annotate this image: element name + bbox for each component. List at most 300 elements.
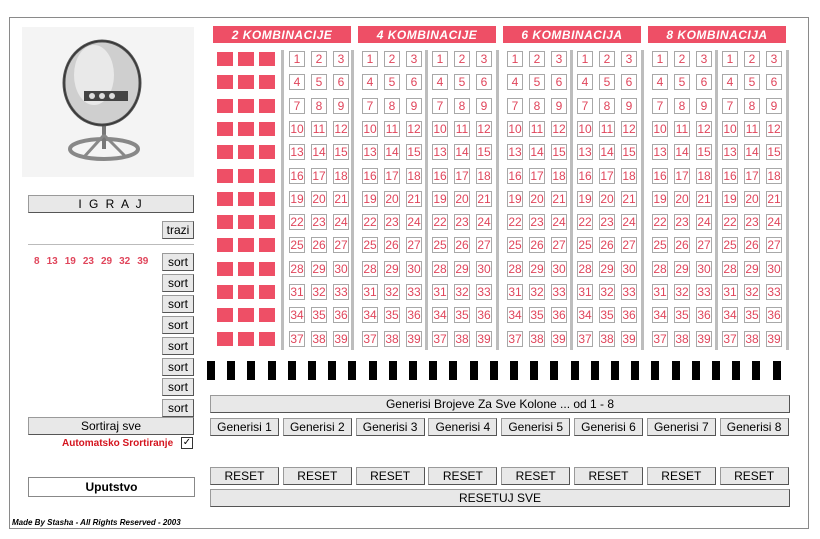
number-cell[interactable]: 12 [334, 121, 348, 136]
number-cell[interactable]: 12 [622, 121, 636, 136]
number-cell[interactable]: 18 [407, 168, 421, 183]
number-cell[interactable]: 28 [433, 261, 447, 276]
number-cell[interactable]: 10 [363, 121, 377, 136]
number-cell[interactable]: 16 [508, 168, 522, 183]
number-cell[interactable]: 17 [455, 168, 469, 183]
number-cell[interactable]: 6 [406, 74, 422, 90]
number-cell[interactable]: 35 [745, 308, 759, 323]
number-cell[interactable]: 9 [333, 98, 349, 114]
number-cell[interactable]: 10 [653, 121, 667, 136]
number-cell[interactable]: 18 [334, 168, 348, 183]
number-cell[interactable]: 17 [530, 168, 544, 183]
number-cell[interactable]: 37 [508, 331, 522, 346]
number-cell[interactable]: 5 [599, 74, 615, 90]
number-cell[interactable]: 4 [507, 74, 523, 90]
help-button[interactable]: Uputstvo [28, 477, 195, 497]
number-cell[interactable]: 31 [723, 285, 737, 299]
generate-button[interactable]: Generisi 4 [428, 418, 497, 436]
number-cell[interactable]: 25 [653, 238, 667, 253]
number-cell[interactable]: 3 [476, 51, 492, 67]
number-cell[interactable]: 29 [385, 261, 399, 276]
number-cell[interactable]: 21 [622, 191, 636, 206]
number-cell[interactable]: 27 [697, 238, 711, 253]
selected-marker[interactable] [238, 238, 254, 252]
sort-button[interactable]: sort [162, 253, 194, 271]
number-cell[interactable]: 25 [290, 238, 304, 253]
number-cell[interactable]: 38 [600, 331, 614, 346]
number-cell[interactable]: 32 [675, 285, 689, 299]
number-cell[interactable]: 30 [767, 261, 781, 276]
number-cell[interactable]: 27 [552, 238, 566, 253]
selected-marker[interactable] [217, 122, 233, 136]
number-cell[interactable]: 20 [530, 191, 544, 206]
number-cell[interactable]: 39 [697, 331, 711, 346]
number-cell[interactable]: 7 [507, 98, 523, 114]
number-cell[interactable]: 31 [363, 285, 377, 299]
number-cell[interactable]: 24 [552, 215, 566, 230]
number-cell[interactable]: 25 [363, 238, 377, 253]
number-cell[interactable]: 13 [363, 145, 377, 160]
selected-marker[interactable] [259, 122, 275, 136]
number-cell[interactable]: 14 [530, 145, 544, 160]
sort-button[interactable]: sort [162, 316, 194, 334]
number-cell[interactable]: 37 [723, 331, 737, 346]
number-cell[interactable]: 15 [622, 145, 636, 160]
number-cell[interactable]: 30 [697, 261, 711, 276]
reset-button[interactable]: RESET [647, 467, 716, 485]
number-cell[interactable]: 12 [767, 121, 781, 136]
number-cell[interactable]: 36 [407, 308, 421, 323]
number-cell[interactable]: 33 [767, 285, 781, 299]
number-cell[interactable]: 4 [577, 74, 593, 90]
number-cell[interactable]: 18 [767, 168, 781, 183]
selected-marker[interactable] [238, 332, 254, 346]
number-cell[interactable]: 5 [311, 74, 327, 90]
number-cell[interactable]: 9 [406, 98, 422, 114]
selected-marker[interactable] [259, 332, 275, 346]
number-cell[interactable]: 29 [455, 261, 469, 276]
number-cell[interactable]: 1 [722, 51, 738, 67]
number-cell[interactable]: 16 [433, 168, 447, 183]
number-cell[interactable]: 26 [385, 238, 399, 253]
number-cell[interactable]: 5 [454, 74, 470, 90]
number-cell[interactable]: 21 [477, 191, 491, 206]
number-cell[interactable]: 31 [508, 285, 522, 299]
number-cell[interactable]: 18 [622, 168, 636, 183]
number-cell[interactable]: 32 [600, 285, 614, 299]
generate-button[interactable]: Generisi 7 [647, 418, 716, 436]
selected-marker[interactable] [259, 215, 275, 229]
sort-button[interactable]: sort [162, 274, 194, 292]
number-cell[interactable]: 23 [385, 215, 399, 230]
number-cell[interactable]: 10 [433, 121, 447, 136]
number-cell[interactable]: 3 [696, 51, 712, 67]
number-cell[interactable]: 29 [675, 261, 689, 276]
number-cell[interactable]: 14 [600, 145, 614, 160]
selected-marker[interactable] [217, 285, 233, 299]
number-cell[interactable]: 4 [652, 74, 668, 90]
number-cell[interactable]: 20 [385, 191, 399, 206]
number-cell[interactable]: 36 [697, 308, 711, 323]
number-cell[interactable]: 12 [477, 121, 491, 136]
number-cell[interactable]: 8 [384, 98, 400, 114]
number-cell[interactable]: 19 [653, 191, 667, 206]
number-cell[interactable]: 11 [675, 121, 689, 136]
number-cell[interactable]: 26 [530, 238, 544, 253]
number-cell[interactable]: 22 [508, 215, 522, 230]
number-cell[interactable]: 20 [312, 191, 326, 206]
number-cell[interactable]: 15 [697, 145, 711, 160]
number-cell[interactable]: 3 [766, 51, 782, 67]
number-cell[interactable]: 20 [745, 191, 759, 206]
generate-button[interactable]: Generisi 5 [501, 418, 570, 436]
number-cell[interactable]: 22 [723, 215, 737, 230]
number-cell[interactable]: 34 [723, 308, 737, 323]
number-cell[interactable]: 25 [723, 238, 737, 253]
number-cell[interactable]: 10 [290, 121, 304, 136]
number-cell[interactable]: 15 [407, 145, 421, 160]
number-cell[interactable]: 23 [455, 215, 469, 230]
number-cell[interactable]: 21 [697, 191, 711, 206]
number-cell[interactable]: 36 [622, 308, 636, 323]
number-cell[interactable]: 6 [696, 74, 712, 90]
number-cell[interactable]: 27 [477, 238, 491, 253]
selected-marker[interactable] [217, 332, 233, 346]
number-cell[interactable]: 19 [578, 191, 592, 206]
selected-marker[interactable] [259, 192, 275, 206]
selected-marker[interactable] [259, 262, 275, 276]
number-cell[interactable]: 25 [578, 238, 592, 253]
reset-button[interactable]: RESET [356, 467, 425, 485]
number-cell[interactable]: 35 [312, 308, 326, 323]
number-cell[interactable]: 3 [406, 51, 422, 67]
number-cell[interactable]: 22 [363, 215, 377, 230]
reset-all-button[interactable]: RESETUJ SVE [210, 489, 790, 507]
number-cell[interactable]: 30 [334, 261, 348, 276]
number-cell[interactable]: 14 [312, 145, 326, 160]
number-cell[interactable]: 11 [312, 121, 326, 136]
number-cell[interactable]: 7 [577, 98, 593, 114]
number-cell[interactable]: 6 [621, 74, 637, 90]
auto-sort-checkbox[interactable]: ✓ [182, 437, 192, 448]
selected-marker[interactable] [238, 262, 254, 276]
number-cell[interactable]: 1 [362, 51, 378, 67]
reset-button[interactable]: RESET [283, 467, 352, 485]
number-cell[interactable]: 18 [552, 168, 566, 183]
selected-marker[interactable] [259, 285, 275, 299]
number-cell[interactable]: 39 [622, 331, 636, 346]
reset-button[interactable]: RESET [501, 467, 570, 485]
play-button[interactable]: I G R A J [28, 195, 194, 213]
number-cell[interactable]: 7 [432, 98, 448, 114]
selected-marker[interactable] [217, 262, 233, 276]
number-cell[interactable]: 9 [766, 98, 782, 114]
selected-marker[interactable] [238, 145, 254, 159]
selected-marker[interactable] [217, 192, 233, 206]
generate-all-button[interactable]: Generisi Brojeve Za Sve Kolone ... od 1 - 8 [210, 395, 790, 413]
number-cell[interactable]: 32 [745, 285, 759, 299]
number-cell[interactable]: 1 [432, 51, 448, 67]
number-cell[interactable]: 21 [552, 191, 566, 206]
number-cell[interactable]: 15 [477, 145, 491, 160]
number-cell[interactable]: 36 [334, 308, 348, 323]
number-cell[interactable]: 35 [385, 308, 399, 323]
number-cell[interactable]: 11 [600, 121, 614, 136]
number-cell[interactable]: 10 [508, 121, 522, 136]
generate-button[interactable]: Generisi 2 [283, 418, 352, 436]
number-cell[interactable]: 30 [552, 261, 566, 276]
number-cell[interactable]: 2 [529, 51, 545, 67]
number-cell[interactable]: 2 [311, 51, 327, 67]
selected-marker[interactable] [238, 285, 254, 299]
number-cell[interactable]: 32 [530, 285, 544, 299]
number-cell[interactable]: 19 [433, 191, 447, 206]
number-cell[interactable]: 32 [385, 285, 399, 299]
number-cell[interactable]: 8 [744, 98, 760, 114]
number-cell[interactable]: 12 [697, 121, 711, 136]
number-cell[interactable]: 29 [312, 261, 326, 276]
number-cell[interactable]: 39 [477, 331, 491, 346]
number-cell[interactable]: 13 [653, 145, 667, 160]
number-cell[interactable]: 21 [767, 191, 781, 206]
selected-marker[interactable] [259, 75, 275, 89]
number-cell[interactable]: 5 [674, 74, 690, 90]
selected-marker[interactable] [217, 99, 233, 113]
selected-marker[interactable] [259, 145, 275, 159]
selected-marker[interactable] [238, 99, 254, 113]
generate-button[interactable]: Generisi 1 [210, 418, 279, 436]
number-cell[interactable]: 28 [723, 261, 737, 276]
number-cell[interactable]: 26 [600, 238, 614, 253]
number-cell[interactable]: 34 [290, 308, 304, 323]
number-cell[interactable]: 33 [697, 285, 711, 299]
number-cell[interactable]: 16 [363, 168, 377, 183]
number-cell[interactable]: 18 [697, 168, 711, 183]
number-cell[interactable]: 27 [622, 238, 636, 253]
number-cell[interactable]: 16 [290, 168, 304, 183]
number-cell[interactable]: 38 [385, 331, 399, 346]
selected-marker[interactable] [217, 169, 233, 183]
number-cell[interactable]: 29 [745, 261, 759, 276]
number-cell[interactable]: 8 [454, 98, 470, 114]
number-cell[interactable]: 17 [675, 168, 689, 183]
number-cell[interactable]: 11 [745, 121, 759, 136]
number-cell[interactable]: 4 [362, 74, 378, 90]
number-cell[interactable]: 25 [508, 238, 522, 253]
number-cell[interactable]: 28 [653, 261, 667, 276]
number-cell[interactable]: 33 [334, 285, 348, 299]
number-cell[interactable]: 5 [529, 74, 545, 90]
number-cell[interactable]: 19 [723, 191, 737, 206]
number-cell[interactable]: 23 [530, 215, 544, 230]
selected-marker[interactable] [238, 192, 254, 206]
number-cell[interactable]: 11 [385, 121, 399, 136]
number-cell[interactable]: 6 [551, 74, 567, 90]
number-cell[interactable]: 28 [290, 261, 304, 276]
number-cell[interactable]: 17 [745, 168, 759, 183]
number-cell[interactable]: 38 [675, 331, 689, 346]
sort-button[interactable]: sort [162, 337, 194, 355]
number-cell[interactable]: 12 [407, 121, 421, 136]
number-cell[interactable]: 24 [407, 215, 421, 230]
number-cell[interactable]: 34 [653, 308, 667, 323]
number-cell[interactable]: 34 [508, 308, 522, 323]
number-cell[interactable]: 38 [745, 331, 759, 346]
generate-button[interactable]: Generisi 8 [720, 418, 789, 436]
number-cell[interactable]: 1 [652, 51, 668, 67]
number-cell[interactable]: 34 [578, 308, 592, 323]
number-cell[interactable]: 7 [362, 98, 378, 114]
number-cell[interactable]: 27 [767, 238, 781, 253]
number-cell[interactable]: 22 [578, 215, 592, 230]
number-cell[interactable]: 13 [723, 145, 737, 160]
number-cell[interactable]: 11 [530, 121, 544, 136]
number-cell[interactable]: 20 [455, 191, 469, 206]
number-cell[interactable]: 3 [621, 51, 637, 67]
number-cell[interactable]: 4 [432, 74, 448, 90]
number-cell[interactable]: 24 [697, 215, 711, 230]
number-cell[interactable]: 14 [385, 145, 399, 160]
number-cell[interactable]: 8 [674, 98, 690, 114]
sort-all-button[interactable]: Sortiraj sve [28, 417, 194, 435]
number-cell[interactable]: 14 [745, 145, 759, 160]
reset-button[interactable]: RESET [428, 467, 497, 485]
number-cell[interactable]: 13 [433, 145, 447, 160]
selected-marker[interactable] [217, 52, 233, 66]
number-cell[interactable]: 15 [552, 145, 566, 160]
number-cell[interactable]: 9 [696, 98, 712, 114]
number-cell[interactable]: 39 [552, 331, 566, 346]
number-cell[interactable]: 16 [723, 168, 737, 183]
number-cell[interactable]: 36 [767, 308, 781, 323]
number-cell[interactable]: 32 [312, 285, 326, 299]
number-cell[interactable]: 7 [289, 98, 305, 114]
number-cell[interactable]: 14 [455, 145, 469, 160]
number-cell[interactable]: 32 [455, 285, 469, 299]
number-cell[interactable]: 24 [477, 215, 491, 230]
number-cell[interactable]: 8 [529, 98, 545, 114]
number-cell[interactable]: 4 [289, 74, 305, 90]
number-cell[interactable]: 38 [312, 331, 326, 346]
number-cell[interactable]: 8 [599, 98, 615, 114]
number-cell[interactable]: 17 [312, 168, 326, 183]
number-cell[interactable]: 37 [653, 331, 667, 346]
number-cell[interactable]: 13 [290, 145, 304, 160]
number-cell[interactable]: 26 [675, 238, 689, 253]
reset-button[interactable]: RESET [210, 467, 279, 485]
generate-button[interactable]: Generisi 6 [574, 418, 643, 436]
sort-button[interactable]: sort [162, 358, 194, 376]
selected-marker[interactable] [259, 99, 275, 113]
number-cell[interactable]: 30 [477, 261, 491, 276]
number-cell[interactable]: 38 [530, 331, 544, 346]
number-cell[interactable]: 28 [578, 261, 592, 276]
number-cell[interactable]: 19 [508, 191, 522, 206]
number-cell[interactable]: 27 [334, 238, 348, 253]
number-cell[interactable]: 39 [407, 331, 421, 346]
number-cell[interactable]: 35 [675, 308, 689, 323]
number-cell[interactable]: 17 [385, 168, 399, 183]
number-cell[interactable]: 20 [600, 191, 614, 206]
selected-marker[interactable] [217, 215, 233, 229]
number-cell[interactable]: 9 [551, 98, 567, 114]
number-cell[interactable]: 9 [621, 98, 637, 114]
number-cell[interactable]: 27 [407, 238, 421, 253]
number-cell[interactable]: 39 [334, 331, 348, 346]
number-cell[interactable]: 10 [723, 121, 737, 136]
number-cell[interactable]: 30 [622, 261, 636, 276]
number-cell[interactable]: 39 [767, 331, 781, 346]
number-cell[interactable]: 9 [476, 98, 492, 114]
selected-marker[interactable] [238, 75, 254, 89]
selected-marker[interactable] [238, 215, 254, 229]
number-cell[interactable]: 3 [551, 51, 567, 67]
number-cell[interactable]: 20 [675, 191, 689, 206]
search-button[interactable]: trazi [162, 221, 194, 239]
number-cell[interactable]: 26 [312, 238, 326, 253]
sort-button[interactable]: sort [162, 295, 194, 313]
number-cell[interactable]: 13 [508, 145, 522, 160]
number-cell[interactable]: 18 [477, 168, 491, 183]
number-cell[interactable]: 6 [476, 74, 492, 90]
number-cell[interactable]: 19 [290, 191, 304, 206]
number-cell[interactable]: 5 [384, 74, 400, 90]
number-cell[interactable]: 2 [599, 51, 615, 67]
number-cell[interactable]: 25 [433, 238, 447, 253]
number-cell[interactable]: 3 [333, 51, 349, 67]
number-cell[interactable]: 15 [767, 145, 781, 160]
selected-marker[interactable] [238, 169, 254, 183]
number-cell[interactable]: 8 [311, 98, 327, 114]
number-cell[interactable]: 19 [363, 191, 377, 206]
number-cell[interactable]: 30 [407, 261, 421, 276]
number-cell[interactable]: 15 [334, 145, 348, 160]
number-cell[interactable]: 23 [675, 215, 689, 230]
reset-button[interactable]: RESET [720, 467, 789, 485]
number-cell[interactable]: 4 [722, 74, 738, 90]
selected-marker[interactable] [238, 122, 254, 136]
selected-marker[interactable] [217, 308, 233, 322]
number-cell[interactable]: 2 [744, 51, 760, 67]
number-cell[interactable]: 37 [578, 331, 592, 346]
number-cell[interactable]: 1 [507, 51, 523, 67]
number-cell[interactable]: 37 [433, 331, 447, 346]
number-cell[interactable]: 34 [363, 308, 377, 323]
selected-marker[interactable] [217, 75, 233, 89]
number-cell[interactable]: 36 [477, 308, 491, 323]
number-cell[interactable]: 31 [290, 285, 304, 299]
number-cell[interactable]: 33 [622, 285, 636, 299]
number-cell[interactable]: 26 [745, 238, 759, 253]
generate-button[interactable]: Generisi 3 [356, 418, 425, 436]
number-cell[interactable]: 24 [334, 215, 348, 230]
number-cell[interactable]: 14 [675, 145, 689, 160]
selected-marker[interactable] [259, 238, 275, 252]
number-cell[interactable]: 33 [552, 285, 566, 299]
selected-marker[interactable] [259, 169, 275, 183]
number-cell[interactable]: 26 [455, 238, 469, 253]
number-cell[interactable]: 29 [600, 261, 614, 276]
sort-button[interactable]: sort [162, 378, 194, 396]
number-cell[interactable]: 7 [652, 98, 668, 114]
number-cell[interactable]: 22 [433, 215, 447, 230]
number-cell[interactable]: 1 [289, 51, 305, 67]
number-cell[interactable]: 17 [600, 168, 614, 183]
selected-marker[interactable] [259, 52, 275, 66]
number-cell[interactable]: 37 [363, 331, 377, 346]
number-cell[interactable]: 35 [530, 308, 544, 323]
number-cell[interactable]: 6 [766, 74, 782, 90]
